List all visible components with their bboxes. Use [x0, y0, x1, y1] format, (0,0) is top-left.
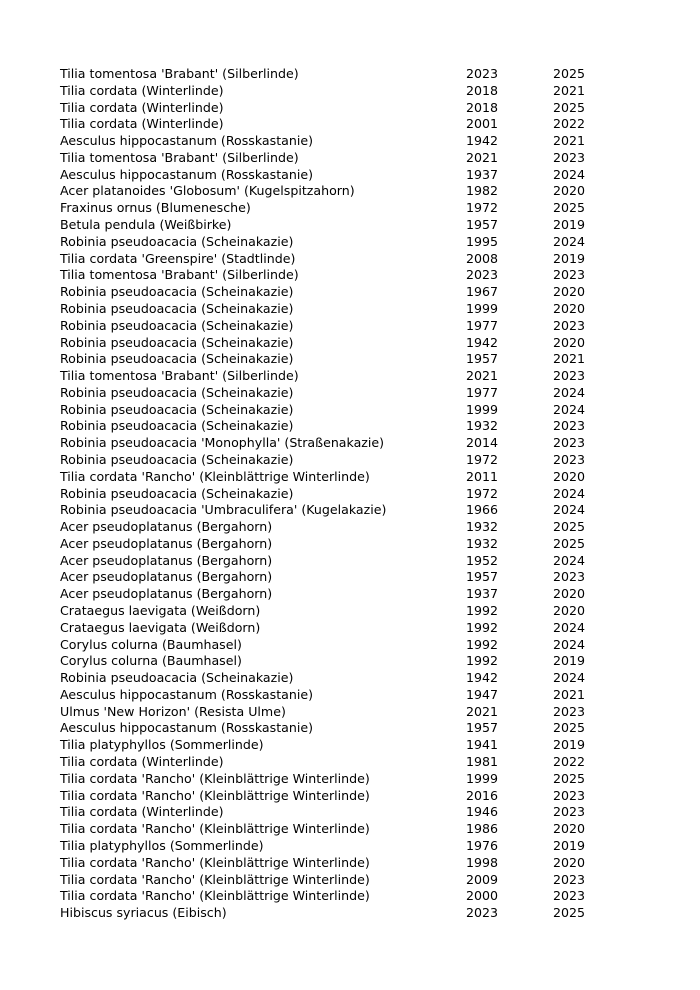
tree-species-name: Corylus colurna (Baumhasel)	[60, 636, 242, 652]
planting-year: 1937	[466, 586, 499, 602]
planting-year: 1966	[466, 502, 499, 518]
table-row	[60, 435, 600, 452]
inspection-year: 2019	[553, 217, 586, 233]
inspection-year: 2024	[553, 502, 586, 518]
inspection-year: 2022	[553, 116, 586, 132]
planting-year: 1932	[466, 535, 499, 551]
inspection-year: 2023	[553, 703, 586, 719]
planting-year: 1957	[466, 720, 499, 736]
tree-species-name: Tilia tomentosa 'Brabant' (Silberlinde)	[60, 66, 299, 81]
tree-species-name: Aesculus hippocastanum (Rosskastanie)	[60, 686, 313, 702]
planting-year: 1932	[466, 519, 499, 535]
table-row	[60, 335, 600, 352]
inspection-year: 2023	[553, 569, 586, 585]
table-row	[60, 267, 600, 284]
planting-year: 1957	[466, 569, 499, 585]
tree-species-name: Tilia cordata (Winterlinde)	[60, 82, 224, 98]
planting-year: 1972	[466, 485, 499, 501]
table-row	[60, 100, 600, 117]
planting-year: 1986	[466, 821, 499, 837]
planting-year: 2014	[466, 435, 499, 451]
inspection-year: 2019	[553, 653, 586, 669]
tree-species-name: Ulmus 'New Horizon' (Resista Ulme)	[60, 703, 286, 719]
inspection-year: 2020	[553, 468, 586, 484]
inspection-year: 2023	[553, 787, 586, 803]
tree-species-name: Crataegus laevigata (Weißdorn)	[60, 603, 261, 618]
tree-species-name: Acer pseudoplatanus (Bergahorn)	[60, 535, 273, 551]
inspection-year: 2021	[553, 133, 586, 149]
table-row	[60, 66, 600, 83]
table-row	[60, 771, 600, 788]
tree-species-name: Tilia cordata 'Rancho' (Kleinblättrige Winterlinde)	[60, 787, 370, 803]
planting-year: 1999	[466, 401, 499, 417]
planting-year: 2021	[466, 368, 499, 384]
inspection-year: 2023	[553, 418, 586, 434]
tree-species-name: Crataegus laevigata (Weißdorn)	[60, 619, 261, 635]
tree-species-name: Tilia cordata (Winterlinde)	[60, 754, 224, 770]
table-row	[60, 150, 600, 167]
tree-species-name: Robinia pseudoacacia (Scheinakazie)	[60, 233, 294, 249]
inspection-year: 2023	[553, 804, 586, 820]
table-row	[60, 804, 600, 821]
tree-species-name: Robinia pseudoacacia (Scheinakazie)	[60, 401, 294, 417]
inspection-year: 2023	[553, 435, 586, 451]
table-row	[60, 704, 600, 721]
tree-species-name: Aesculus hippocastanum (Rosskastanie)	[60, 720, 313, 736]
inspection-year: 2025	[553, 66, 586, 81]
planting-year: 1937	[466, 166, 499, 182]
planting-year: 1977	[466, 384, 499, 400]
inspection-year: 2023	[553, 888, 586, 904]
inspection-year: 2020	[553, 821, 586, 837]
inspection-year: 2025	[553, 200, 586, 216]
planting-year: 2009	[466, 871, 499, 887]
table-row	[60, 83, 600, 100]
tree-species-name: Robinia pseudoacacia (Scheinakazie)	[60, 284, 294, 300]
table-row	[60, 872, 600, 889]
planting-year: 2008	[466, 250, 499, 266]
planting-year: 1995	[466, 233, 499, 249]
inspection-year: 2020	[553, 854, 586, 870]
table-row	[60, 637, 600, 654]
table-row	[60, 502, 600, 519]
tree-species-name: Robinia pseudoacacia (Scheinakazie)	[60, 670, 294, 686]
planting-year: 1992	[466, 636, 499, 652]
inspection-year: 2023	[553, 871, 586, 887]
inspection-year: 2024	[553, 233, 586, 249]
inspection-year: 2024	[553, 384, 586, 400]
planting-year: 1992	[466, 603, 499, 618]
tree-species-name: Robinia pseudoacacia (Scheinakazie)	[60, 351, 294, 367]
inspection-year: 2023	[553, 149, 586, 165]
tree-species-name: Tilia cordata 'Rancho' (Kleinblättrige Winterlinde)	[60, 871, 370, 887]
inspection-year: 2020	[553, 183, 586, 199]
inspection-year: 2019	[553, 250, 586, 266]
table-row	[60, 653, 600, 670]
table-row	[60, 821, 600, 838]
tree-species-name: Tilia cordata 'Rancho' (Kleinblättrige Winterlinde)	[60, 854, 370, 870]
tree-species-name: Acer pseudoplatanus (Bergahorn)	[60, 519, 273, 535]
inspection-year: 2024	[553, 166, 586, 182]
table-row	[60, 720, 600, 737]
table-row	[60, 234, 600, 251]
table-row	[60, 284, 600, 301]
planting-year: 2021	[466, 703, 499, 719]
planting-year: 1992	[466, 653, 499, 669]
tree-species-name: Acer pseudoplatanus (Bergahorn)	[60, 586, 273, 602]
tree-species-name: Tilia tomentosa 'Brabant' (Silberlinde)	[60, 267, 299, 283]
tree-species-name: Robinia pseudoacacia (Scheinakazie)	[60, 317, 294, 333]
tree-species-name: Corylus colurna (Baumhasel)	[60, 653, 242, 669]
tree-species-name: Tilia cordata (Winterlinde)	[60, 804, 224, 820]
table-row	[60, 133, 600, 150]
tree-species-name: Robinia pseudoacacia (Scheinakazie)	[60, 334, 294, 350]
table-row	[60, 670, 600, 687]
planting-year: 1942	[466, 133, 499, 149]
tree-list-body	[60, 66, 600, 922]
planting-year: 1941	[466, 737, 499, 753]
table-row	[60, 251, 600, 268]
planting-year: 1957	[466, 217, 499, 233]
table-row	[60, 838, 600, 855]
planting-year: 2018	[466, 82, 499, 98]
planting-year: 2023	[466, 66, 499, 81]
inspection-year: 2023	[553, 368, 586, 384]
inspection-year: 2020	[553, 284, 586, 300]
inspection-year: 2019	[553, 737, 586, 753]
tree-species-name: Fraxinus ornus (Blumenesche)	[60, 200, 251, 216]
tree-species-name: Tilia platyphyllos (Sommerlinde)	[60, 837, 264, 853]
table-row	[60, 351, 600, 368]
tree-species-name: Aesculus hippocastanum (Rosskastanie)	[60, 133, 313, 149]
planting-year: 1946	[466, 804, 499, 820]
table-row	[60, 553, 600, 570]
inspection-year: 2024	[553, 485, 586, 501]
inspection-year: 2020	[553, 603, 586, 618]
table-row	[60, 536, 600, 553]
table-row	[60, 402, 600, 419]
tree-species-name: Acer pseudoplatanus (Bergahorn)	[60, 552, 273, 568]
table-row	[60, 519, 600, 536]
planting-year: 1999	[466, 770, 499, 786]
inspection-year: 2024	[553, 619, 586, 635]
tree-species-name: Robinia pseudoacacia (Scheinakazie)	[60, 300, 294, 316]
table-row	[60, 754, 600, 771]
inspection-year: 2024	[553, 670, 586, 686]
table-row	[60, 183, 600, 200]
tree-species-name: Robinia pseudoacacia 'Monophylla' (Straßenakazie)	[60, 435, 385, 451]
planting-year: 2001	[466, 116, 499, 132]
table-row	[60, 469, 600, 486]
table-row	[60, 418, 600, 435]
table-row	[60, 569, 600, 586]
planting-year: 2021	[466, 149, 499, 165]
tree-species-name: Betula pendula (Weißbirke)	[60, 217, 232, 233]
planting-year: 1982	[466, 183, 499, 199]
tree-species-name: Tilia cordata 'Greenspire' (Stadtlinde)	[60, 250, 296, 266]
table-row	[60, 318, 600, 335]
table-row	[60, 586, 600, 603]
planting-year: 2018	[466, 99, 499, 115]
tree-species-name: Tilia cordata 'Rancho' (Kleinblättrige Winterlinde)	[60, 888, 370, 904]
table-row	[60, 301, 600, 318]
tree-species-name: Acer pseudoplatanus (Bergahorn)	[60, 569, 273, 585]
inspection-year: 2023	[553, 317, 586, 333]
table-row	[60, 905, 600, 922]
inspection-year: 2021	[553, 82, 586, 98]
inspection-year: 2024	[553, 636, 586, 652]
table-row	[60, 452, 600, 469]
planting-year: 1999	[466, 300, 499, 316]
tree-species-name: Tilia cordata (Winterlinde)	[60, 116, 224, 132]
tree-species-name: Robinia pseudoacacia (Scheinakazie)	[60, 418, 294, 434]
table-row	[60, 687, 600, 704]
tree-list-table	[60, 66, 600, 922]
tree-species-name: Tilia tomentosa 'Brabant' (Silberlinde)	[60, 149, 299, 165]
tree-species-name: Robinia pseudoacacia 'Umbraculifera' (Kugelakazie)	[60, 502, 387, 518]
inspection-year: 2023	[553, 267, 586, 283]
tree-species-name: Tilia cordata 'Rancho' (Kleinblättrige Winterlinde)	[60, 821, 370, 837]
planting-year: 1947	[466, 686, 499, 702]
planting-year: 1976	[466, 837, 499, 853]
inspection-year: 2022	[553, 754, 586, 770]
planting-year: 2016	[466, 787, 499, 803]
inspection-year: 2025	[553, 99, 586, 115]
planting-year: 1972	[466, 451, 499, 467]
inspection-year: 2019	[553, 837, 586, 853]
table-row	[60, 200, 600, 217]
table-row	[60, 486, 600, 503]
table-row	[60, 855, 600, 872]
table-row	[60, 737, 600, 754]
inspection-year: 2025	[553, 905, 586, 921]
inspection-year: 2025	[553, 720, 586, 736]
inspection-year: 2025	[553, 535, 586, 551]
planting-year: 1942	[466, 670, 499, 686]
planting-year: 2023	[466, 267, 499, 283]
planting-year: 2011	[466, 468, 499, 484]
tree-species-name: Aesculus hippocastanum (Rosskastanie)	[60, 166, 313, 182]
tree-species-name: Tilia tomentosa 'Brabant' (Silberlinde)	[60, 368, 299, 384]
inspection-year: 2024	[553, 552, 586, 568]
table-row	[60, 167, 600, 184]
planting-year: 1952	[466, 552, 499, 568]
tree-species-name: Robinia pseudoacacia (Scheinakazie)	[60, 384, 294, 400]
table-row	[60, 116, 600, 133]
planting-year: 2023	[466, 905, 499, 921]
table-row	[60, 888, 600, 905]
inspection-year: 2023	[553, 451, 586, 467]
table-row	[60, 603, 600, 620]
tree-species-name: Hibiscus syriacus (Eibisch)	[60, 905, 227, 921]
planting-year: 1967	[466, 284, 499, 300]
planting-year: 1932	[466, 418, 499, 434]
tree-species-name: Tilia platyphyllos (Sommerlinde)	[60, 737, 264, 753]
planting-year: 1998	[466, 854, 499, 870]
inspection-year: 2020	[553, 334, 586, 350]
planting-year: 1972	[466, 200, 499, 216]
inspection-year: 2024	[553, 401, 586, 417]
planting-year: 1981	[466, 754, 499, 770]
inspection-year: 2025	[553, 770, 586, 786]
table-row	[60, 620, 600, 637]
table-row	[60, 217, 600, 234]
planting-year: 2000	[466, 888, 499, 904]
table-row	[60, 385, 600, 402]
planting-year: 1957	[466, 351, 499, 367]
tree-species-name: Robinia pseudoacacia (Scheinakazie)	[60, 485, 294, 501]
table-row	[60, 368, 600, 385]
inspection-year: 2025	[553, 519, 586, 535]
inspection-year: 2020	[553, 586, 586, 602]
tree-species-name: Tilia cordata 'Rancho' (Kleinblättrige Winterlinde)	[60, 770, 370, 786]
inspection-year: 2021	[553, 351, 586, 367]
inspection-year: 2020	[553, 300, 586, 316]
planting-year: 1977	[466, 317, 499, 333]
table-row	[60, 788, 600, 805]
tree-species-name: Tilia cordata (Winterlinde)	[60, 99, 224, 115]
tree-species-name: Robinia pseudoacacia (Scheinakazie)	[60, 451, 294, 467]
planting-year: 1992	[466, 619, 499, 635]
planting-year: 1942	[466, 334, 499, 350]
tree-species-name: Tilia cordata 'Rancho' (Kleinblättrige Winterlinde)	[60, 468, 370, 484]
tree-species-name: Acer platanoides 'Globosum' (Kugelspitzahorn)	[60, 183, 355, 199]
inspection-year: 2021	[553, 686, 586, 702]
